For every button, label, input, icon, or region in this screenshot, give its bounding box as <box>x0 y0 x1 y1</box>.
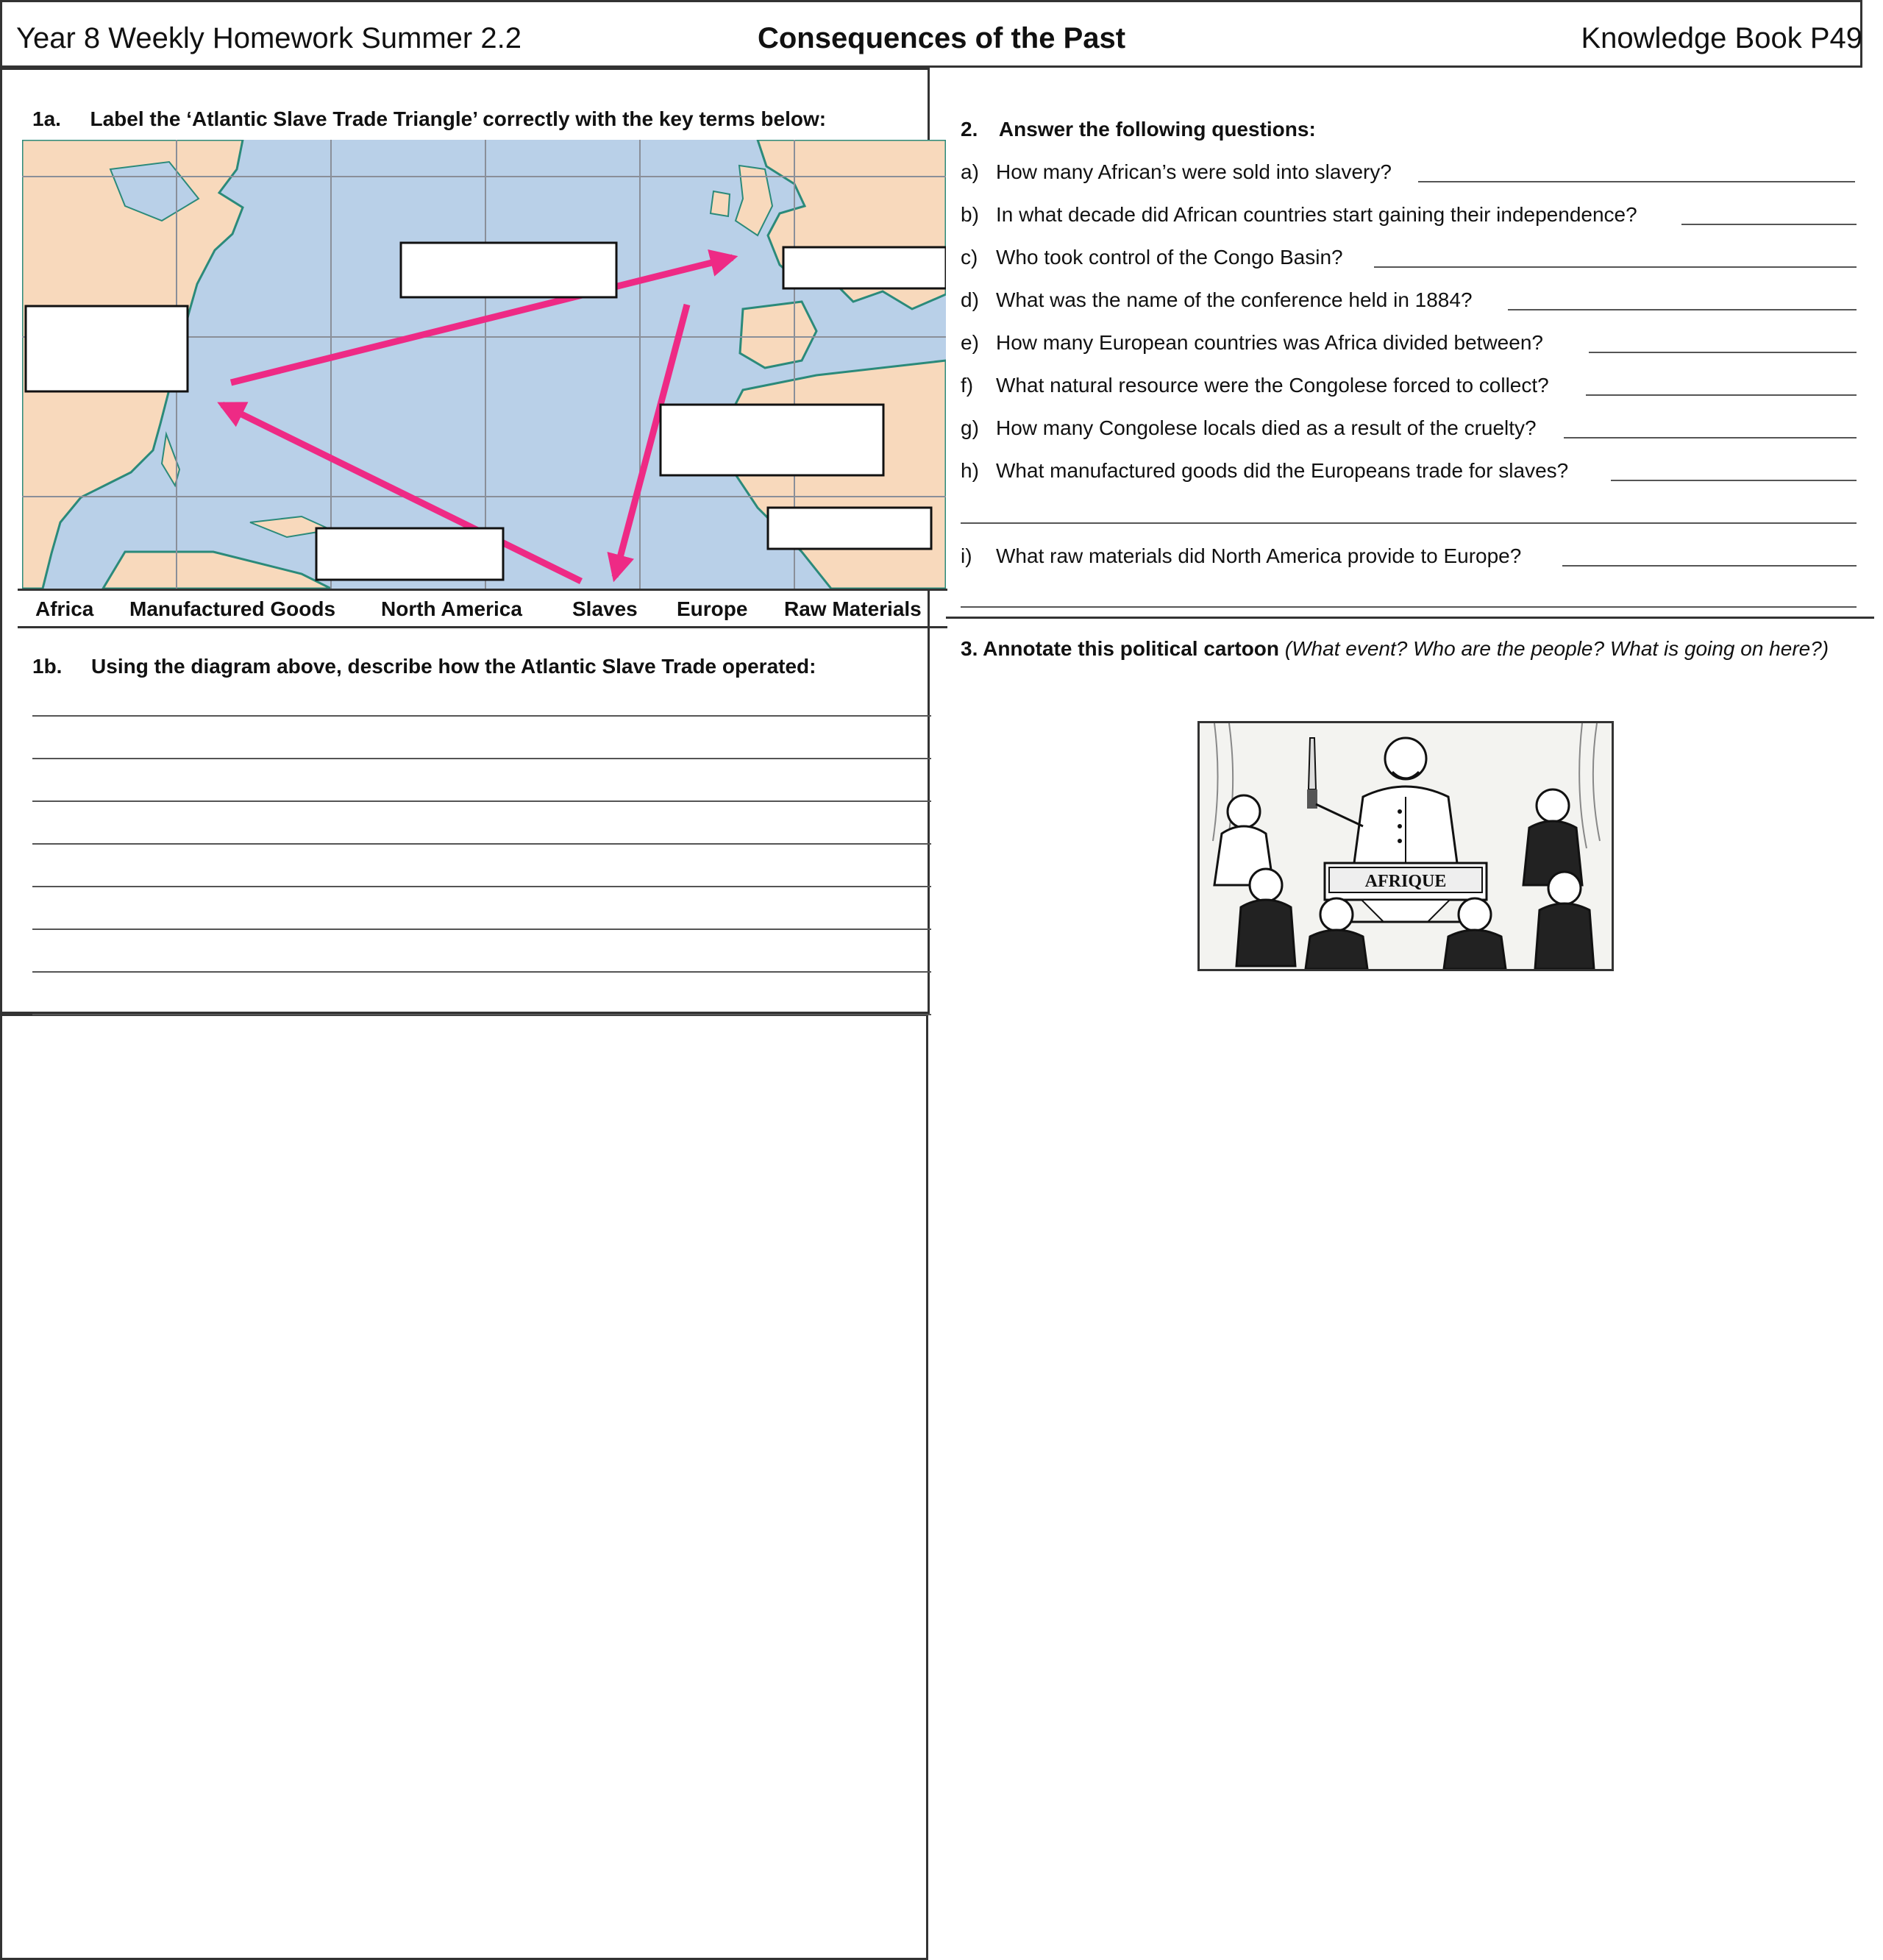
question-text: What raw materials did North America provide to Europe? <box>996 544 1522 567</box>
question-text: How many African’s were sold into slavery? <box>996 160 1392 183</box>
right-panel <box>0 1014 928 1960</box>
question-letter: i) <box>961 544 972 567</box>
question-letter: c) <box>961 246 978 269</box>
atlantic-map <box>22 140 946 589</box>
answer-line-2d[interactable] <box>1508 309 1857 310</box>
cartoon-illustration <box>1200 723 1612 969</box>
worksheet-topic: Consequences of the Past <box>757 22 1126 54</box>
label-box-atlantic-east[interactable] <box>661 405 883 475</box>
label-box-north-america[interactable] <box>26 306 188 391</box>
question-3 <box>961 637 1829 661</box>
question-text: In what decade did African countries start gaining their independence? <box>996 203 1637 226</box>
question-text: What was the name of the conference held in 1884? <box>996 288 1473 311</box>
question-letter: a) <box>961 160 979 183</box>
answer-line-1b[interactable] <box>32 800 931 802</box>
label-box-africa[interactable] <box>768 508 931 549</box>
answer-line-1b[interactable] <box>32 1014 931 1015</box>
question-1a-number: 1a. <box>32 107 61 130</box>
answer-line-2a[interactable] <box>1418 181 1855 182</box>
question-letter: d) <box>961 288 979 311</box>
question-letter: b) <box>961 203 979 226</box>
homework-title: Year 8 Weekly Homework Summer 2.2 <box>16 22 522 54</box>
answer-line-2e[interactable] <box>1589 352 1857 353</box>
answer-line-1b[interactable] <box>32 758 931 759</box>
question-1b-number: 1b. <box>32 655 63 678</box>
question-text: What natural resource were the Congolese forced to collect? <box>996 374 1549 397</box>
question-letter: e) <box>961 331 979 354</box>
label-box-atlantic-north[interactable] <box>401 243 616 297</box>
label-box-europe[interactable] <box>783 247 946 288</box>
question-1b-text: Using the diagram above, describe how the Atlantic Slave Trade operated: <box>91 655 816 678</box>
answer-line-1b[interactable] <box>32 843 931 845</box>
answer-line-1b[interactable] <box>32 971 931 973</box>
answer-line-1b[interactable] <box>32 715 931 717</box>
question-text: How many European countries was Africa divided between? <box>996 331 1543 354</box>
answer-line-2f[interactable] <box>1586 394 1857 396</box>
answer-line-2c[interactable] <box>1374 266 1857 268</box>
answer-line-2h-extra[interactable] <box>961 522 1857 524</box>
question-letter: h) <box>961 459 979 482</box>
answer-line-2g[interactable] <box>1564 437 1857 438</box>
key-term-africa: Africa <box>35 597 94 620</box>
cake-label: AFRIQUE <box>1364 872 1447 891</box>
answer-line-1b[interactable] <box>32 928 931 930</box>
question-letter: g) <box>961 416 979 439</box>
question-2-title: Answer the following questions: <box>998 118 1316 141</box>
question-3-prompt: (What event? Who are the people? What is going on here?) <box>1284 637 1829 660</box>
question-2 <box>961 118 1316 141</box>
key-term-raw-materials: Raw Materials <box>784 597 922 620</box>
right-panel-divider <box>946 617 1874 619</box>
question-text: How many Congolese locals died as a result of the cruelty? <box>996 416 1537 439</box>
question-1a-text: Label the ‘Atlantic Slave Trade Triangle’ correctly with the key terms below: <box>90 107 827 130</box>
worksheet-header <box>0 0 1862 68</box>
label-box-atlantic-south[interactable] <box>316 528 503 580</box>
question-1a <box>32 107 826 131</box>
answer-line-1b[interactable] <box>32 886 931 887</box>
question-3-label: 3. Annotate this political cartoon <box>961 637 1280 660</box>
key-term-manufactured-goods: Manufactured Goods <box>129 597 336 620</box>
question-text: Who took control of the Congo Basin? <box>996 246 1343 269</box>
question-text: What manufactured goods did the Europeans trade for slaves? <box>996 459 1569 482</box>
ireland-land <box>711 191 730 216</box>
answer-line-2i[interactable] <box>1562 565 1857 567</box>
key-term-slaves: Slaves <box>572 597 638 620</box>
knowledge-book-reference: Knowledge Book P49 <box>1581 22 1862 54</box>
question-1b <box>32 655 816 678</box>
answer-line-2i-extra[interactable] <box>961 606 1857 608</box>
answer-line-2b[interactable] <box>1681 224 1857 225</box>
answer-line-2h[interactable] <box>1611 480 1857 481</box>
question-2-number: 2. <box>961 118 978 141</box>
key-term-europe: Europe <box>677 597 748 620</box>
key-term-north-america: North America <box>381 597 522 620</box>
question-letter: f) <box>961 374 974 397</box>
political-cartoon <box>1197 721 1614 971</box>
